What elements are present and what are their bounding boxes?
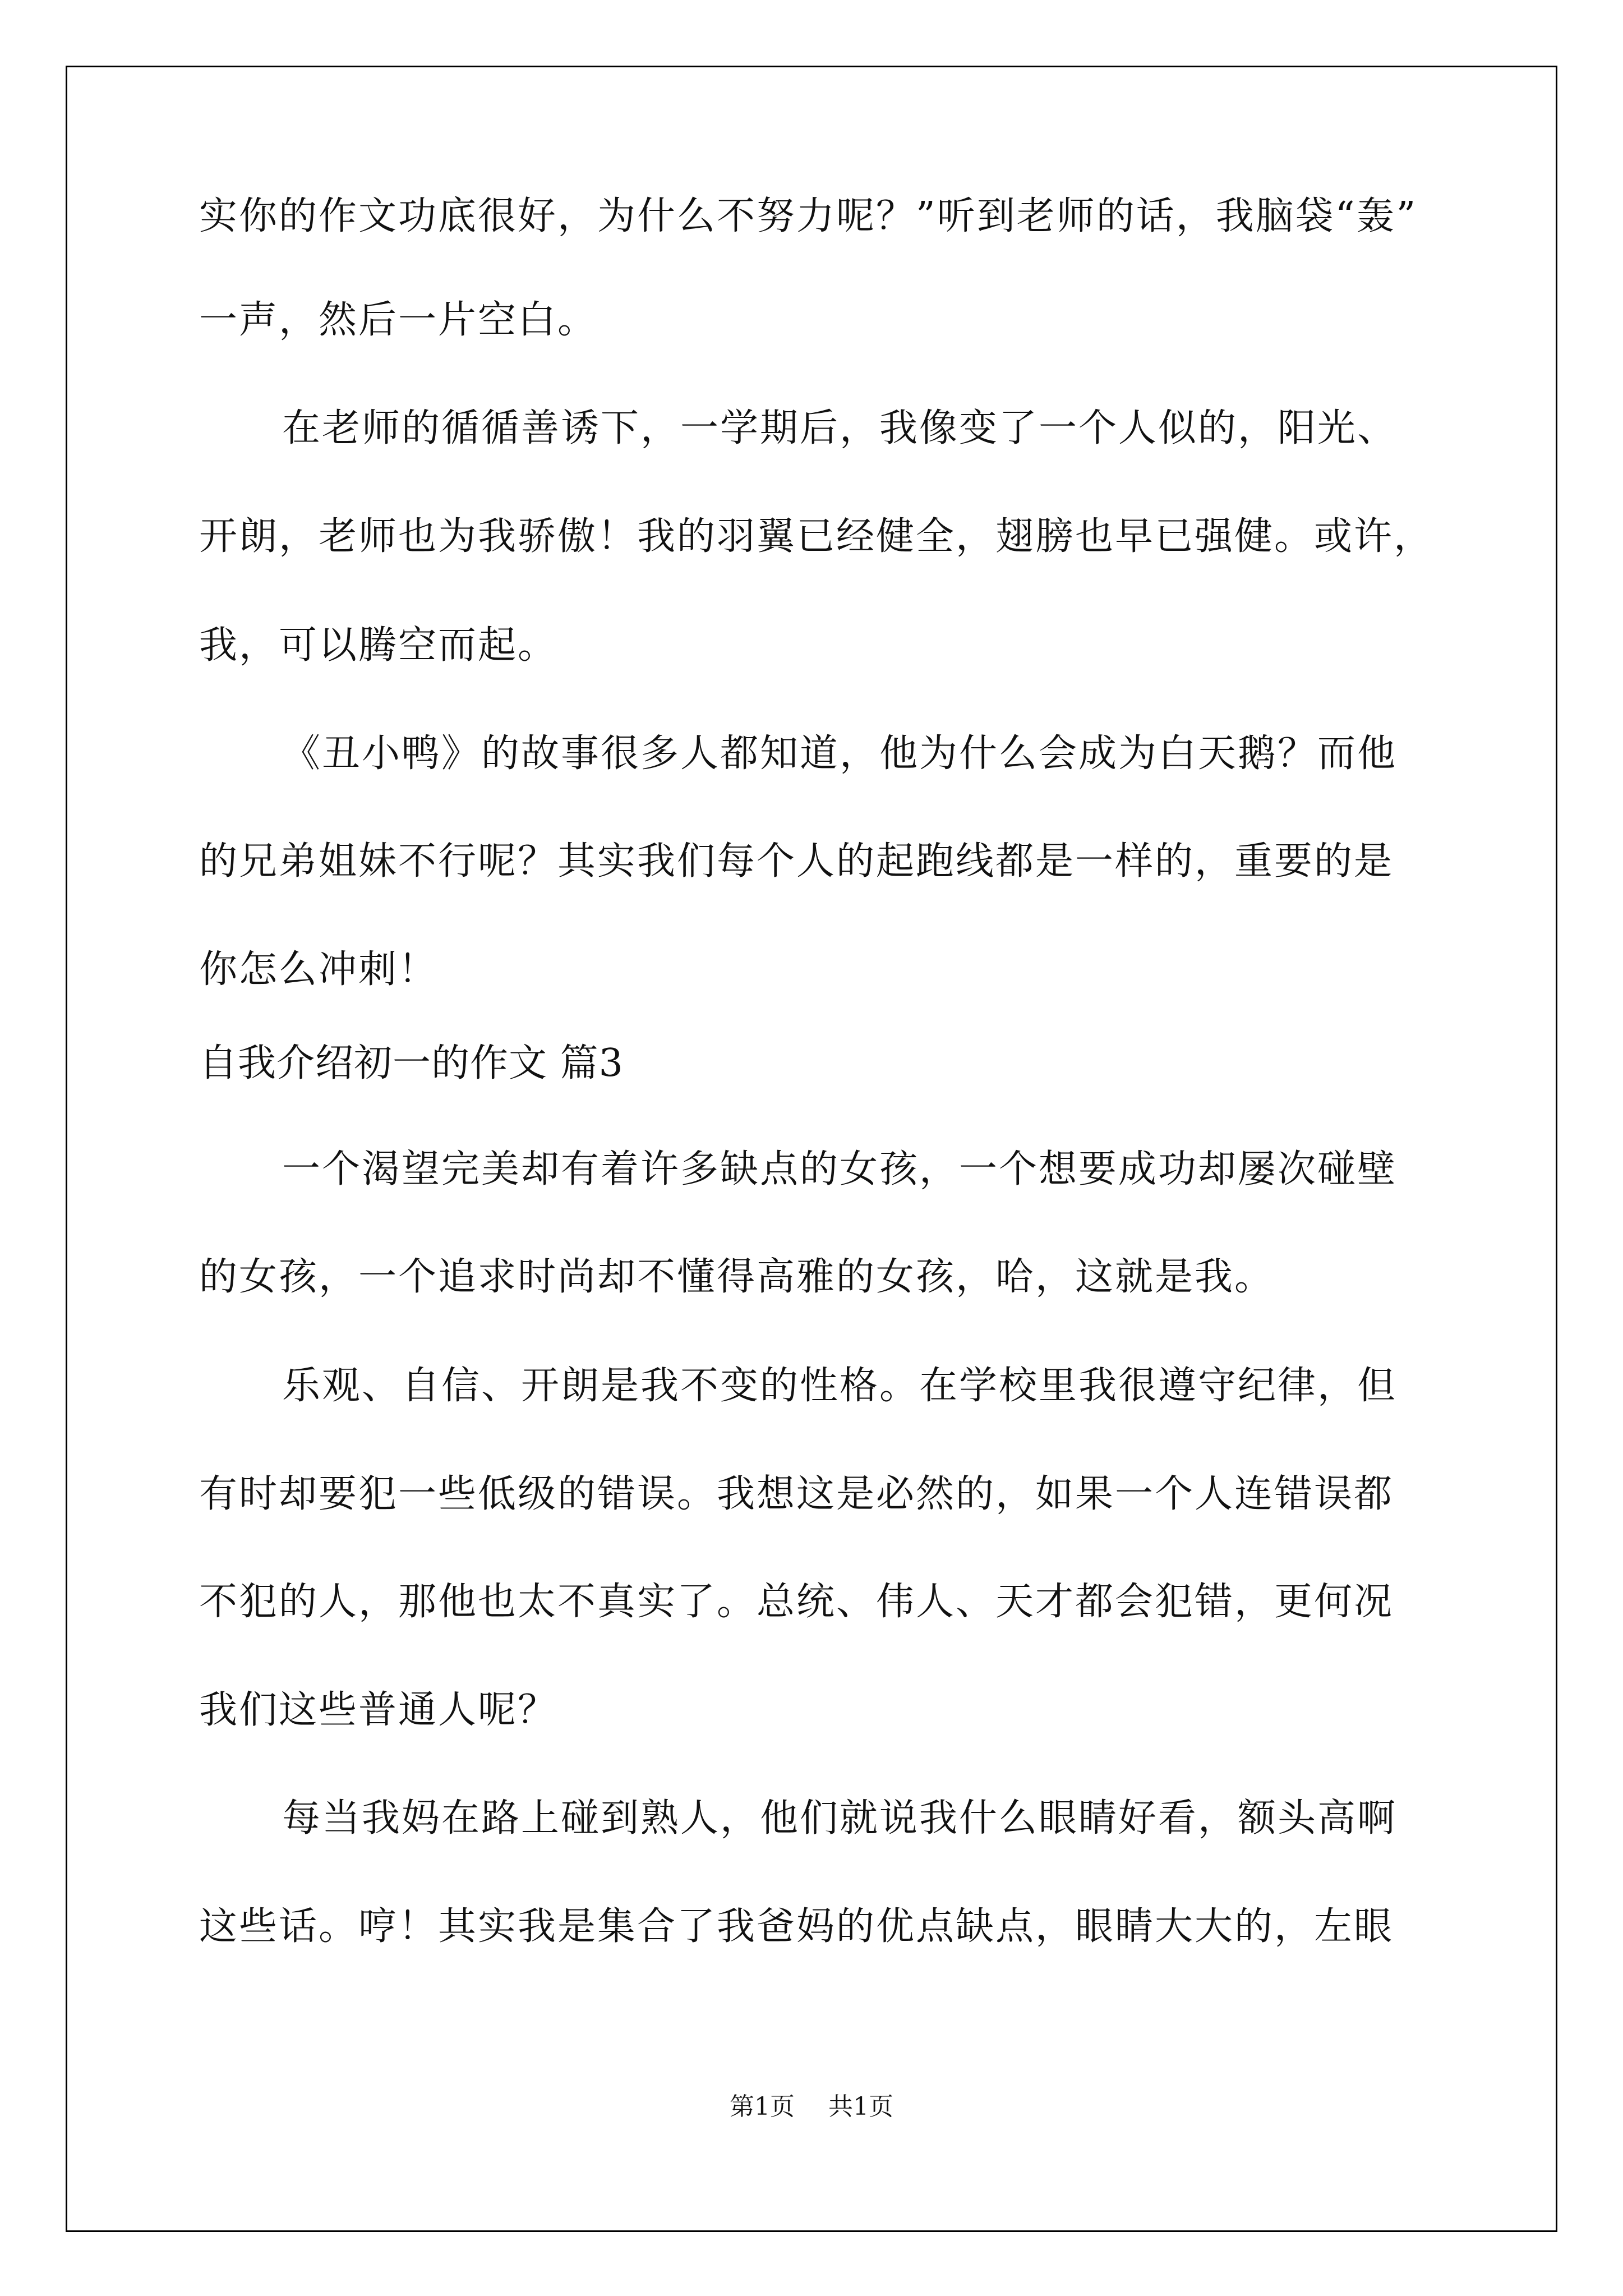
paragraph-line: 乐观、自信、开朗是我不变的性格。在学校里我很遵守纪律，但 xyxy=(282,1364,1398,1408)
paragraph-line: 一个渴望完美却有着许多缺点的女孩，一个想要成功却屡次碰壁 xyxy=(282,1147,1398,1191)
paragraph-line: 我们这些普通人呢？ xyxy=(199,1688,558,1732)
page-footer xyxy=(0,2092,1623,2121)
paragraph-line: 我，可以腾空而起。 xyxy=(199,623,558,668)
page-total: 共1页 xyxy=(828,2092,893,2121)
paragraph-line: 你怎么冲刺！ xyxy=(199,947,439,992)
paragraph-line: 在老师的循循善诱下，一学期后，我像变了一个人似的，阳光、 xyxy=(282,406,1398,450)
paragraph-line: 的女孩，一个追求时尚却不懂得高雅的女孩，哈，这就是我。 xyxy=(199,1255,1275,1299)
paragraph-line: 有时却要犯一些低级的错误。我想这是必然的，如果一个人连错误都 xyxy=(199,1472,1394,1516)
paragraph-line: 《丑小鸭》的故事很多人都知道，他为什么会成为白天鹅？而他 xyxy=(282,731,1398,776)
paragraph-line: 的兄弟姐妹不行呢？其实我们每个人的起跑线都是一样的，重要的是 xyxy=(199,839,1394,884)
paragraph-line: 不犯的人，那他也太不真实了。总统、伟人、天才都会犯错，更何况 xyxy=(199,1580,1394,1624)
page-number: 第1页 xyxy=(730,2092,795,2121)
paragraph-line: 开朗，老师也为我骄傲！我的羽翼已经健全，翅膀也早已强健。或许， xyxy=(199,514,1434,559)
section-heading: 自我介绍初一的作文 篇3 xyxy=(199,1041,624,1085)
paragraph-line: 这些话。哼！其实我是集合了我爸妈的优点缺点，眼睛大大的，左眼 xyxy=(199,1904,1394,1949)
paragraph-line: 实你的作文功底很好，为什么不努力呢？”听到老师的话，我脑袋“轰” xyxy=(199,194,1418,238)
paragraph-line: 一声，然后一片空白。 xyxy=(199,298,598,342)
paragraph-line: 每当我妈在路上碰到熟人，他们就说我什么眼睛好看，额头高啊 xyxy=(282,1796,1398,1841)
